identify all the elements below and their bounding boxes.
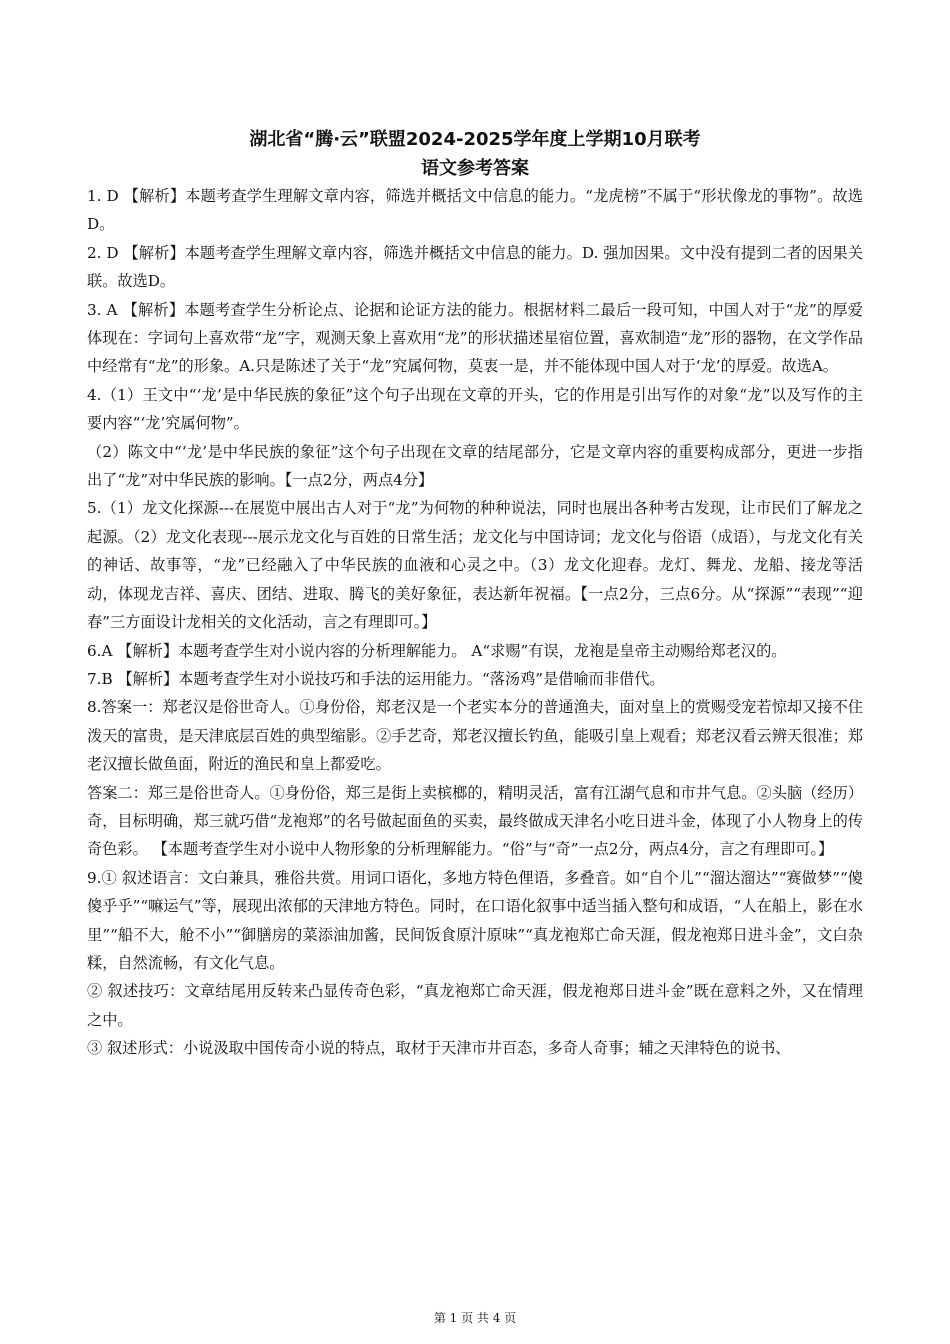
answer-item-7: 7.B 【解析】本题考查学生对小说技巧和手法的运用能力。“落汤鸡”是借喻而非借代。 (87, 669, 665, 688)
answer-item-6: 6.A 【解析】本题考查学生对小说内容的分析理解能力。 A“求赐”有误，龙袍是皇帝主动赐给郑老汉的。 (87, 641, 787, 660)
document-subtitle: 语文参考答案 (421, 158, 529, 179)
answer-item-9-part-3: ③ 叙述形式：小说汲取中国传奇小说的特点，取材于天津市井百态，多奇人奇事；辅之天津特色的说书、 (87, 1039, 791, 1058)
answer-item-3: 3. A 【解析】本题考查学生分析论点、论据和论证方法的能力。根据材料二最后一段可知，中国人对于“龙”的厚爱体现在：字词句上喜欢带“龙”字，观测天象上喜欢用“龙”的形状描述星宿位置，喜欢制造“龙”形的器物，在文学作品中经常有“龙”的形象。A.只是陈述了关于“龙”究属何物，莫衷一是，并不能体现中国人对于‘龙’的厚爱。故选A。 (87, 300, 863, 376)
answer-item-9-part-2: ② 叙述技巧：文章结尾用反转来凸显传奇色彩，“真龙袍郑亡命天涯，假龙袍郑日进斗金”既在意料之外，又在情理之中。 (87, 982, 863, 1029)
answer-body (87, 182, 863, 1063)
answer-item-5: 5.（1）龙文化探源---在展览中展出古人对于“龙”为何物的种种说法，同时也展出各种考古发现，让市民们了解龙之起源。（2）龙文化表现---展示龙文化与百姓的日常生活；龙文化与中国诗词；龙文化与俗语（成语），与龙文化有关的神话、故事等，“龙”已经融入了中华民族的血液和心灵之中。（3）龙文化迎春。龙灯、舞龙、龙船、接龙等活动，体现龙吉祥、喜庆、团结、进取、腾飞的美好象征，表达新年祝福。【一点2分，三点6分。从“探源”“表现”“迎春”三方面设计龙相关的文化活动，言之有理即可。】 (87, 499, 863, 632)
page-number: 第 1 页 共 4 页 (433, 1311, 517, 1325)
answer-item-2: 2. D 【解析】本题考查学生理解文章内容，筛选并概括文中信息的能力。D. 强加因果。文中没有提到二者的因果关联。故选D。 (87, 243, 863, 291)
answer-item-9-part-1: 9.① 叙述语言：文白兼具，雅俗共赏。用词口语化，多地方特色俚语，多叠音。如“自个儿”“溜达溜达”“赛做梦”“傻傻乎乎”“嘛运气”等，展现出浓郁的天津地方特色。同时，在口语化叙事中适当插入整句和成语，“人在船上，影在水里”“船不大，舱不小”“御膳房的菜添油加酱，民间饭食原汁原味”“真龙袍郑亡命天涯，假龙袍郑日进斗金”，文白杂糅，自然流畅，有文化气息。 (87, 868, 863, 972)
document-title: 湖北省“腾·云”联盟2024-2025学年度上学期10月联考 (249, 129, 701, 150)
answer-item-1: 1. D 【解析】本题考查学生理解文章内容，筛选并概括文中信息的能力。“龙虎榜”不属于“形状像龙的事物”。故选D。 (87, 187, 863, 234)
answer-item-4-part-2: （2）陈文中“‘龙’是中华民族的象征”这个句子出现在文章的结尾部分，它是文章内容的重要构成部分，更进一步指出了“龙”对中华民族的影响。【一点2分，两点4分】 (87, 442, 863, 490)
answer-item-8-option-2: 答案二：郑三是俗世奇人。①身份俗，郑三是街上卖槟榔的，精明灵活，富有江湖气息和市井气息。②头脑（经历）奇，目标明确，郑三就巧借“龙袍郑”的名号做起面鱼的买卖，最终做成天津名小吃日进斗金，体现了小人物身上的传奇色彩。 【本题考查学生对小说中人物形象的分析理解能力。“俗”与“奇”一点2分，两点4分，言之有理即可。】 (87, 783, 863, 859)
answer-item-8-option-1: 8.答案一：郑老汉是俗世奇人。①身份俗，郑老汉是一个老实本分的普通渔夫，面对皇上的赏赐受宠若惊却又接不住泼天的富贵，是天津底层百姓的典型缩影。②手艺奇，郑老汉擅长钓鱼，能吸引皇上观看；郑老汉看云辨天很准；郑老汉擅长做鱼面，附近的渔民和皇上都爱吃。 (87, 698, 863, 774)
answer-item-4-part-1: 4.（1）王文中“‘龙’是中华民族的象征”这个句子出现在文章的开头，它的作用是引出写作的对象“龙”以及写作的主要内容“‘龙’究属何物”。 (87, 385, 863, 433)
